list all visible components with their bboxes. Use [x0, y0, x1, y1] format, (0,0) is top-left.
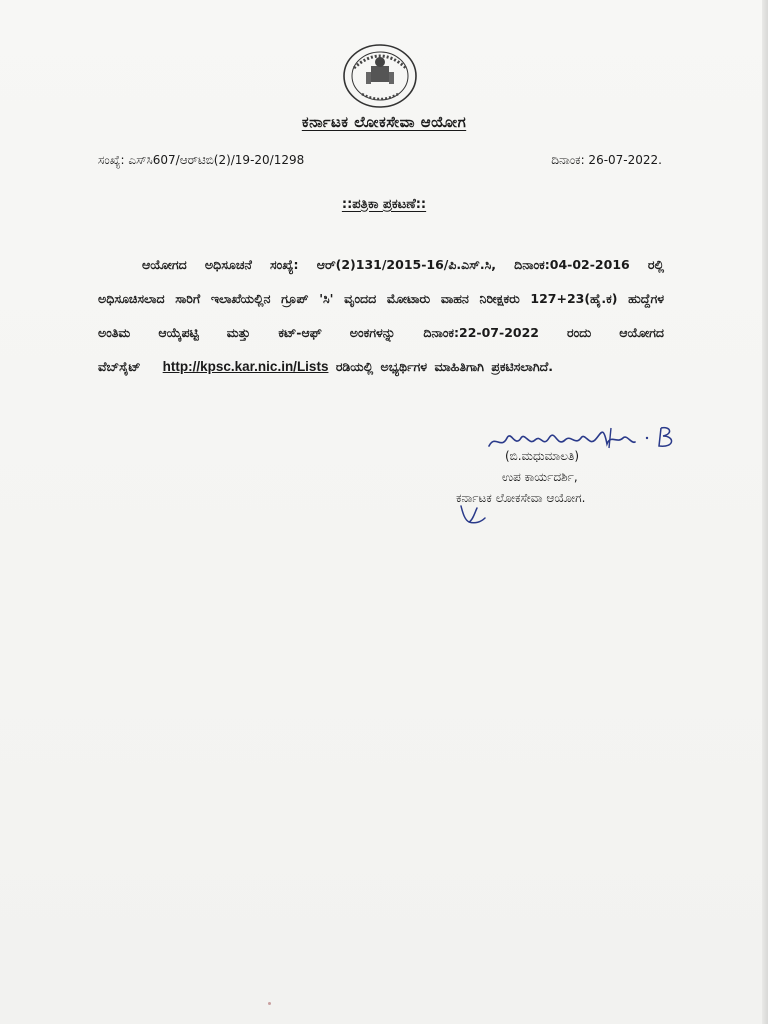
body-text-before-link: ಆಯೋಗದ ಅಧಿಸೂಚನೆ ಸಂಖ್ಯೆ: ಆರ್(2)131/2015-16/ಪಿ.ಎಸ್.ಸಿ, ದಿನಾಂಕ:04-02-2016 ರಲ್ಲಿ ಅಧಿಸೂಚಿಸಲಾದ ಸಾರಿಗೆ ಇಲಾಖೆಯಲ್ಲಿನ ಗ್ರೂಪ್ 'ಸಿ' ವೃಂದದ ಮೋಟಾರು ವಾಹನ ನಿರೀಕ್ಷಕರು 127+23(ಹೈ.ಕ) ಹುದ್ದೆಗಳ ಅಂತಿಮ ಆಯ್ಕೆಪಟ್ಟಿ ಮತ್ತು ಕಟ್-ಆಫ್ ಅಂಕಗಳನ್ನು ದಿನಾಂಕ:22-07-2022 ರಂದು ಆಯೋಗದ ವೆಬ್‌ಸೈಟ್	[98, 257, 664, 374]
signatory-office: ಕರ್ನಾಟಕ ಲೋಕಸೇವಾ ಆಯೋಗ.	[456, 491, 586, 505]
paper-speck	[268, 1002, 271, 1005]
handwritten-initial-mark	[455, 500, 491, 528]
signatory-designation: ಉಪ ಕಾರ್ಯದರ್ಶಿ,	[502, 470, 578, 484]
body-text-after-link: ರಡಿಯಲ್ಲಿ ಅಭ್ಯರ್ಥಿಗಳ ಮಾಹಿತಿಗಾಗಿ ಪ್ರಕಟಿಸಲಾಗಿದೆ.	[335, 359, 553, 374]
press-note-heading	[0, 197, 768, 212]
signatory-name: (ಬಿ.ಮಧುಮಾಲತಿ)	[505, 449, 580, 463]
office-title	[0, 113, 768, 131]
kpsc-lists-link[interactable]: http://kpsc.kar.nic.in/Lists	[162, 359, 329, 374]
document-date: ದಿನಾಂಕ: 26-07-2022.	[551, 153, 662, 167]
page-edge-shadow	[762, 0, 768, 1024]
kpsc-seal-logo	[340, 42, 420, 110]
office-title-text: ಕರ್ನಾಟಕ ಲೋಕಸೇವಾ ಆಯೋಗ	[301, 113, 467, 131]
press-note-heading-text: ::ಪತ್ರಿಕಾ ಪ್ರಕಟಣೆ::	[341, 197, 427, 212]
reference-number: ಸಂಖ್ಯೆ: ಎಸ್‌ಸಿ607/ಆರ್‌ಟಿಬಿ(2)/19-20/1298	[98, 153, 305, 167]
press-note-body	[98, 248, 664, 384]
